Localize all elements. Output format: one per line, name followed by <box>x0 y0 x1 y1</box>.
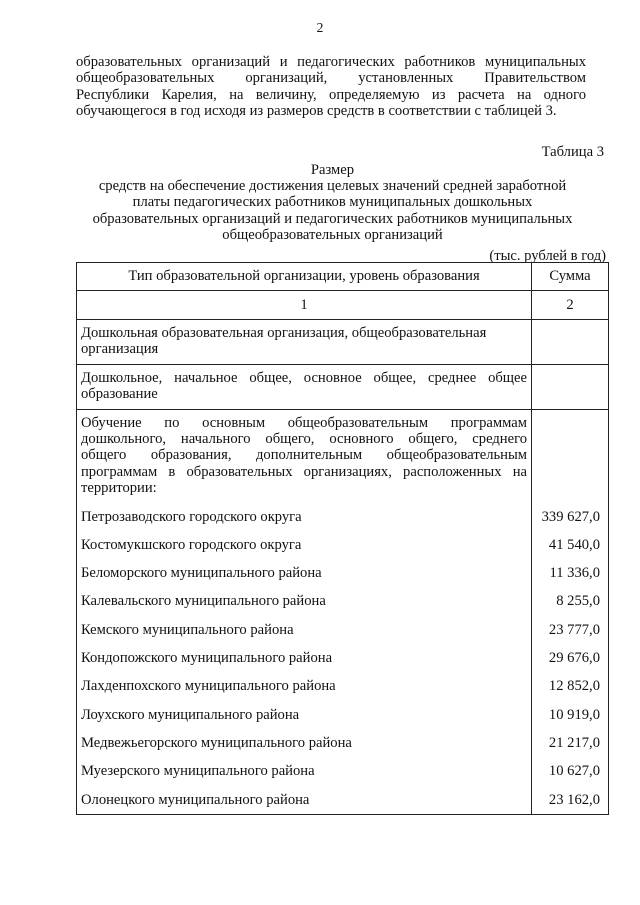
header-sum: Сумма <box>532 263 609 291</box>
table-row <box>77 588 609 616</box>
row-line: общего образования, дополнительным общеобразовательным <box>81 447 527 464</box>
row-preschool-text <box>77 320 532 365</box>
territory-name: Калевальского муниципального района <box>77 588 532 616</box>
table-row <box>77 531 609 559</box>
territory-sum: 12 852,0 <box>532 672 609 700</box>
column-number: 2 <box>532 291 609 320</box>
funding-table <box>76 262 609 815</box>
intro-line: обучающегося в год исходя из размеров средств в соответствии с таблицей 3. <box>76 103 557 120</box>
territory-name: Костомукшского городского округа <box>77 531 532 559</box>
row-levels-sum <box>532 364 609 409</box>
table-row <box>77 616 609 644</box>
territory-sum: 21 217,0 <box>532 729 609 757</box>
territory-sum: 41 540,0 <box>532 531 609 559</box>
territory-sum: 10 919,0 <box>532 701 609 729</box>
row-line: образование <box>81 386 158 403</box>
row-line: Обучение по основным общеобразовательным программам <box>81 414 527 431</box>
territory-sum: 8 255,0 <box>532 588 609 616</box>
territory-name: Кондопожского муниципального района <box>77 644 532 672</box>
row-line: организация <box>81 341 159 358</box>
territory-name: Беломорского муниципального района <box>77 559 532 587</box>
territory-name: Муезерского муниципального района <box>77 757 532 785</box>
column-number-row <box>77 291 609 320</box>
row-line: программам в образовательных организациях, расположенных на <box>81 463 527 480</box>
row-line: дошкольного, начального общего, основного общего, среднего <box>81 431 527 448</box>
caption-line: платы педагогических работников муниципальных дошкольных <box>132 194 533 211</box>
row-programs-sum <box>532 409 609 503</box>
territory-name: Кемского муниципального района <box>77 616 532 644</box>
row-line: Дошкольная образовательная организация, общеобразовательная <box>81 325 487 341</box>
header-type: Тип образовательной организации, уровень образования <box>77 263 532 291</box>
caption-line: общеобразовательных организаций <box>222 226 443 243</box>
table-row-preschool <box>77 320 609 365</box>
table-row <box>77 786 609 815</box>
territory-sum: 339 627,0 <box>532 503 609 531</box>
caption-line: образовательных организаций и педагогических работников муниципальных <box>92 210 573 227</box>
table-caption <box>60 162 605 243</box>
caption-line: средств на обеспечение достижения целевых значений средней заработной <box>98 178 567 195</box>
table-header-row <box>77 263 609 291</box>
table-row <box>77 701 609 729</box>
territory-name: Петрозаводского городского округа <box>77 503 532 531</box>
table-row <box>77 672 609 700</box>
column-number: 1 <box>77 291 532 320</box>
row-line: Дошкольное, начальное общее, основное общее, среднее общее <box>81 369 527 386</box>
row-levels-text <box>77 364 532 409</box>
territory-name: Олонецкого муниципального района <box>77 786 532 815</box>
intro-line: общеобразовательных организаций, установленных Правительством <box>76 70 586 87</box>
table-label: Таблица 3 <box>541 144 604 160</box>
units-note: (тыс. рублей в год) <box>489 248 606 264</box>
row-preschool-sum <box>532 320 609 365</box>
page-number: 2 <box>316 20 324 35</box>
territory-name: Лахденпохского муниципального района <box>77 672 532 700</box>
territory-sum: 23 777,0 <box>532 616 609 644</box>
territory-sum: 23 162,0 <box>532 786 609 815</box>
table-row <box>77 644 609 672</box>
table-row <box>77 757 609 785</box>
caption-line: Размер <box>310 162 355 178</box>
territory-name: Лоухского муниципального района <box>77 701 532 729</box>
territory-sum: 29 676,0 <box>532 644 609 672</box>
table-row <box>77 503 609 531</box>
row-line: территории: <box>81 480 157 497</box>
territory-sum: 10 627,0 <box>532 757 609 785</box>
row-programs-text <box>77 409 532 503</box>
territory-name: Медвежьегорского муниципального района <box>77 729 532 757</box>
intro-line: Республики Карелия, на величину, определяемую из расчета на одного <box>76 86 586 103</box>
table-row <box>77 729 609 757</box>
intro-line: образовательных организаций и педагогических работников муниципальных <box>76 54 586 70</box>
table-row-programs <box>77 409 609 503</box>
table-row <box>77 559 609 587</box>
table-row-levels <box>77 364 609 409</box>
intro-paragraph <box>76 54 586 120</box>
territory-sum: 11 336,0 <box>532 559 609 587</box>
